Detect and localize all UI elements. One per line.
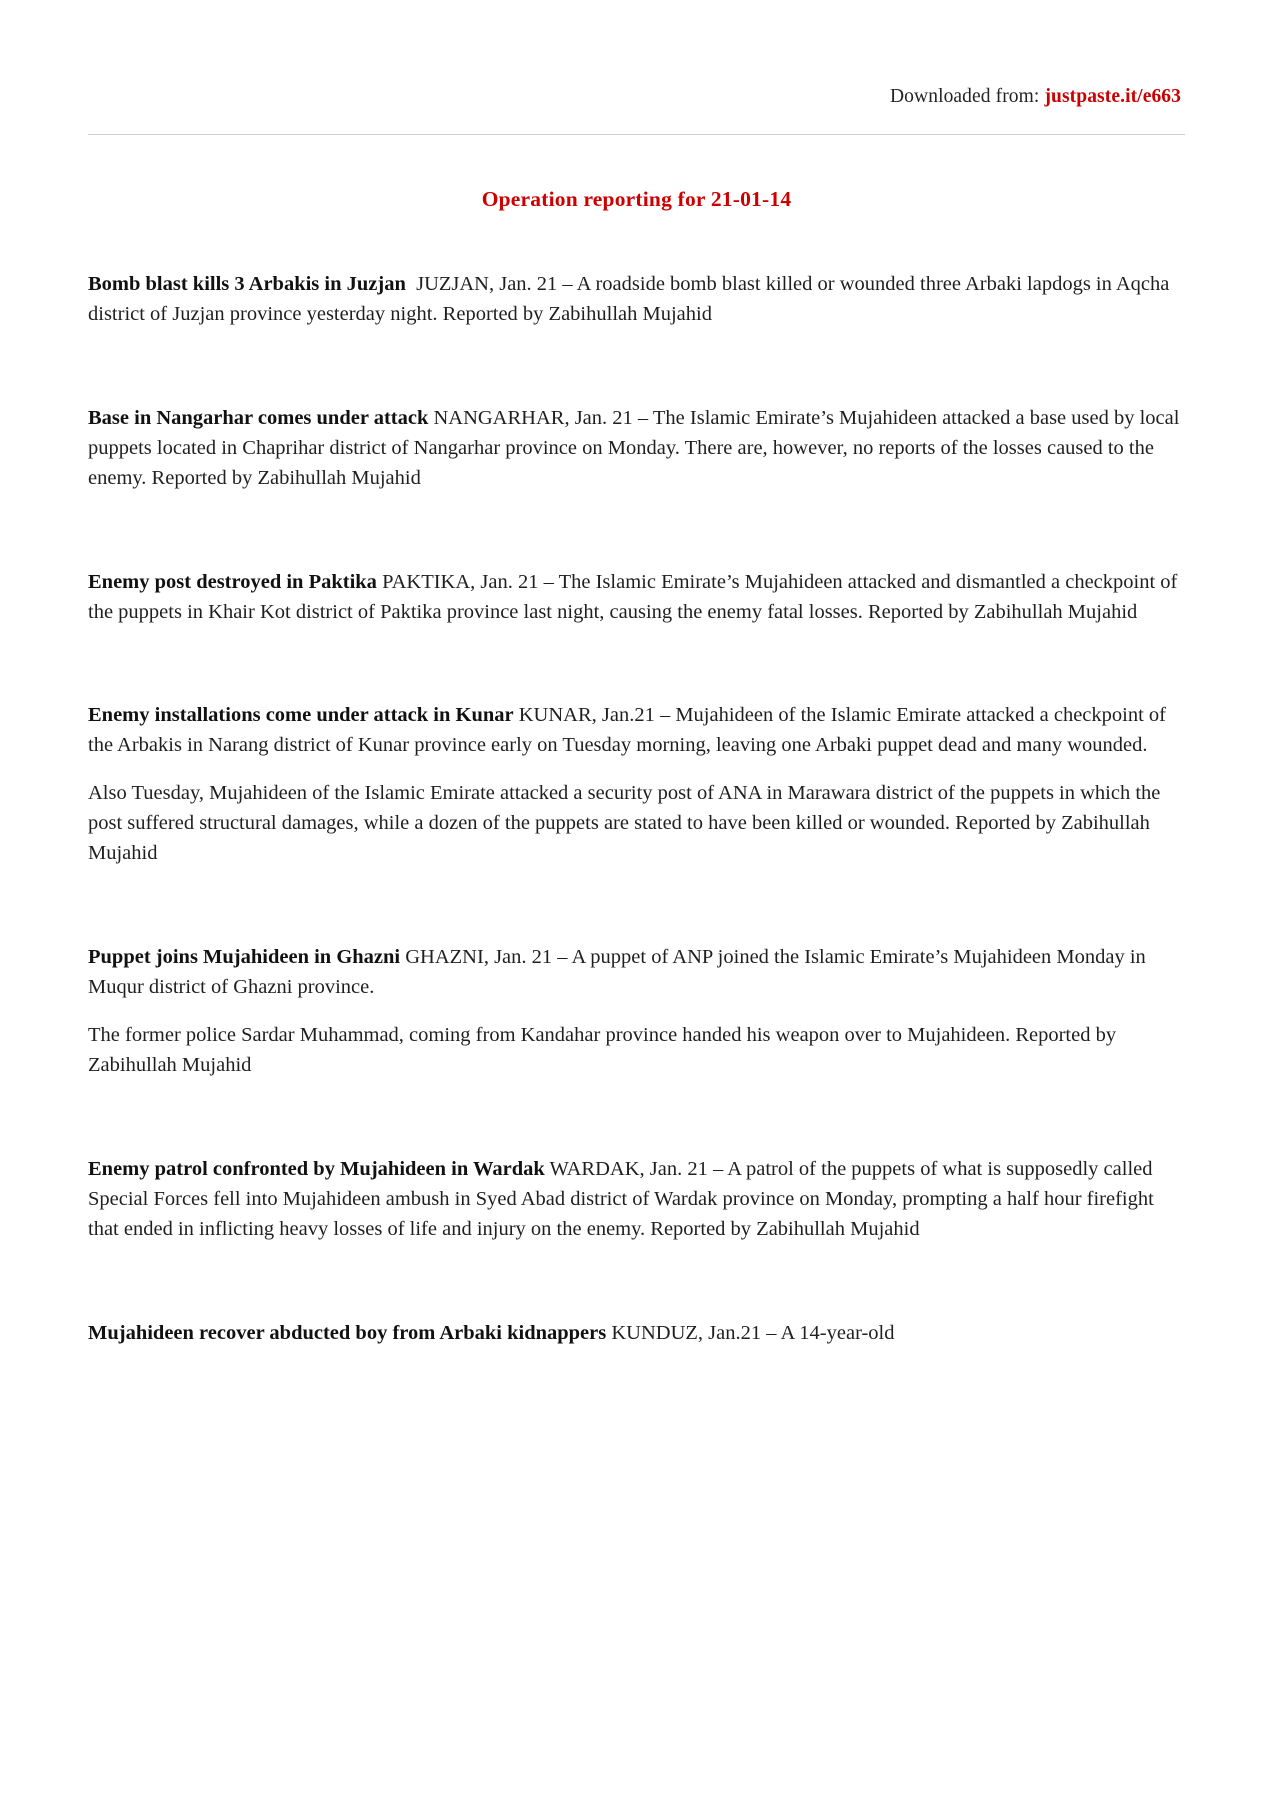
spacer (88, 917, 1185, 943)
report-item (88, 404, 1185, 494)
spacer (88, 378, 1185, 404)
report-headline: Enemy installations come under attack in Kunar (88, 704, 514, 727)
report-item (88, 568, 1185, 628)
report-headline: Enemy post destroyed in Paktika (88, 570, 377, 593)
report-headline: Mujahideen recover abducted boy from Arbaki kidnappers (88, 1321, 607, 1344)
report-paragraph (88, 1155, 1185, 1245)
report-paragraph (88, 701, 1185, 761)
report-paragraph (88, 568, 1185, 628)
source-link[interactable]: justpaste.it/e663 (1044, 86, 1181, 107)
report-text: NANGARHAR, Jan. 21 – The Islamic Emirate’s Mujahideen attacked a base used by local puppets located in Chaprihar district of Nangarhar province on Monday. There are, however, no reports of the losses caused to the enemy. Reported by Zabihullah Mujahid (88, 406, 1180, 489)
report-headline: Base in Nangarhar comes under attack (88, 406, 429, 429)
report-paragraph: The former police Sardar Muhammad, coming from Kandahar province handed his weapon over to Mujahideen. Reported by Zabihullah Mujahid (88, 1023, 1117, 1076)
report-text: JUZJAN, Jan. 21 – A roadside bomb blast killed or wounded three Arbaki lapdogs in Aqcha district of Juzjan province yesterday night. Reported by Zabihullah Mujahid (88, 273, 1170, 325)
report-item (88, 270, 1185, 330)
page-title: Operation reporting for 21-01-14 (481, 187, 792, 211)
spacer (88, 542, 1185, 568)
report-text: GHAZNI, Jan. 21 – A puppet of ANP joined the Islamic Emirate’s Mujahideen Monday in Muqur district of Ghazni province. (88, 946, 1146, 998)
report-list (88, 270, 1185, 1348)
report-text: WARDAK, Jan. 21 – A patrol of the puppets of what is supposedly called Special Forces fell into Mujahideen ambush in Syed Abad district of Wardak province on Monday, prompting a half hour firefight that ended in inflicting heavy losses of life and injury on the enemy. Reported by Zabihullah Mujahid (88, 1157, 1154, 1240)
header-divider (88, 134, 1185, 135)
report-headline: Puppet joins Mujahideen in Ghazni (88, 946, 401, 969)
report-paragraph: Also Tuesday, Mujahideen of the Islamic Emirate attacked a security post of ANA in Marawara district of the puppets in which the post suffered structural damages, while a dozen of the puppets are stated to have been killed or wounded. Reported by Zabihullah Mujahid (88, 782, 1161, 865)
report-item (88, 943, 1185, 1081)
report-item (88, 701, 1185, 869)
report-headline: Bomb blast kills 3 Arbakis in Juzjan (88, 273, 406, 295)
download-source-line (88, 86, 1181, 108)
report-text: KUNDUZ, Jan.21 – A 14-year-old (611, 1321, 895, 1344)
spacer (88, 1129, 1185, 1155)
report-text: KUNAR, Jan.21 – Mujahideen of the Islamic Emirate attacked a checkpoint of the Arbakis in Narang district of Kunar province early on Tuesday morning, leaving one Arbaki puppet dead and many wounded. (88, 704, 1166, 757)
report-headline: Enemy patrol confronted by Mujahideen in Wardak (88, 1157, 545, 1180)
report-paragraph (88, 943, 1185, 1003)
report-paragraph (88, 404, 1185, 494)
report-item (88, 1155, 1185, 1245)
report-paragraph (88, 270, 1185, 330)
report-item (88, 1319, 1185, 1349)
report-paragraph (88, 1319, 1185, 1349)
report-text: PAKTIKA, Jan. 21 – The Islamic Emirate’s Mujahideen attacked and dismantled a checkpoint of the puppets in Khair Kot district of Paktika province last night, causing the enemy fatal losses. Reported by Zabihullah Mujahid (88, 570, 1178, 623)
downloaded-from-label: Downloaded from: (890, 86, 1040, 107)
spacer (88, 675, 1185, 701)
spacer (88, 1293, 1185, 1319)
